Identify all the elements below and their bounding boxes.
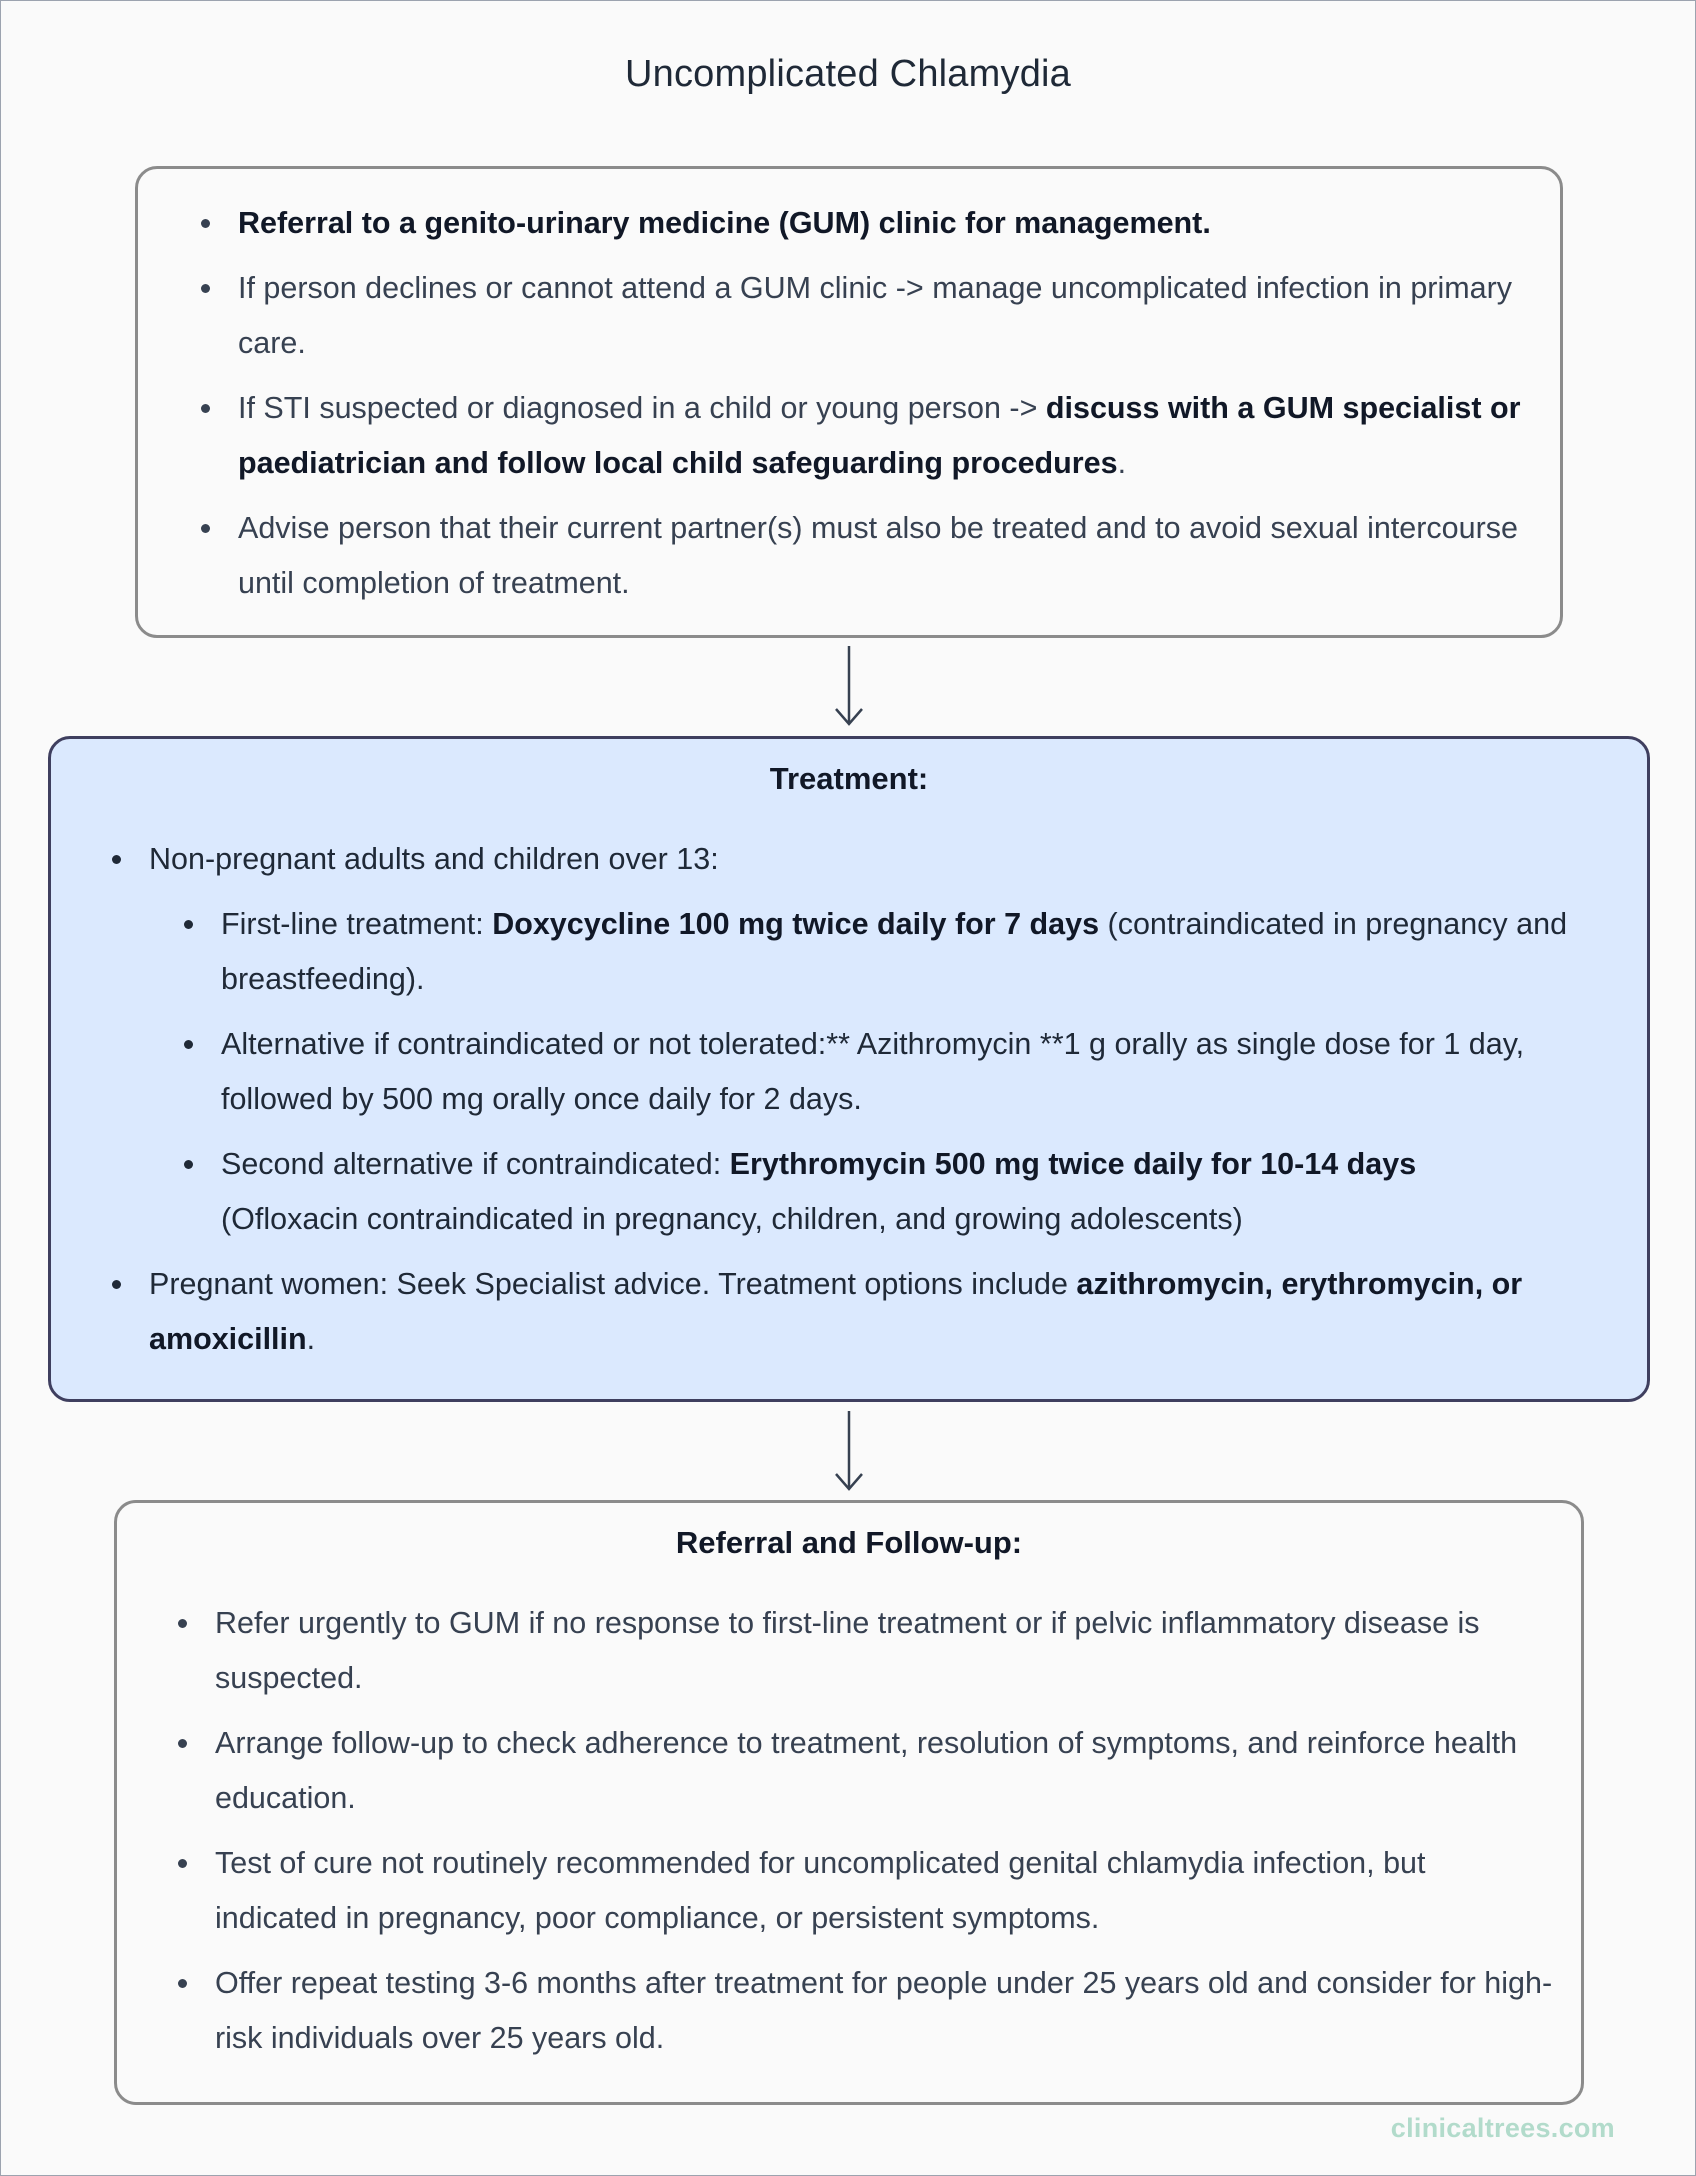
item-text: . (306, 1322, 316, 1356)
bold-text: azithromycin, erythromycin, or amoxicillin (149, 1267, 1523, 1356)
list-item-non-pregnant (149, 832, 1644, 1247)
followup-box (114, 1500, 1584, 2105)
bold-text: Erythromycin 500 mg twice daily for 10-14 days (729, 1147, 1417, 1181)
item-text: (contraindicated in pregnancy and breastfeeding). (221, 907, 1568, 996)
bold-text: discuss with a GUM specialist or paediatrician and follow local child safeguarding procedures (238, 391, 1521, 480)
treatment-heading: Treatment: (769, 761, 929, 796)
followup-list (215, 1596, 1555, 2076)
bold-text: Referral to a genito-urinary medicine (GUM) clinic for management. (238, 206, 1211, 240)
list-item-alternative (221, 1017, 1611, 1127)
item-text: Non-pregnant adults and children over 13: (149, 842, 719, 876)
item-text: First-line treatment: (221, 907, 493, 941)
list-item (238, 261, 1538, 371)
item-text: If STI suspected or diagnosed in a child or young person -> (238, 391, 1046, 425)
flow-arrow-down (835, 646, 863, 726)
flow-arrow-down (835, 1411, 863, 1491)
item-text: . (1117, 446, 1127, 480)
item-text: Pregnant women: Seek Specialist advice. Treatment options include (149, 1267, 1077, 1301)
referral-management-box (135, 166, 1563, 638)
treatment-sublist (221, 897, 1611, 1247)
followup-heading: Referral and Follow-up: (675, 1525, 1023, 1560)
list-item (238, 196, 1538, 251)
treatment-list (149, 832, 1644, 1377)
item-text: Second alternative if contraindicated: (221, 1147, 730, 1181)
item-text: If person declines or cannot attend a GUM clinic -> manage uncomplicated infection in primary care. (238, 271, 1513, 360)
bold-text: Doxycycline 100 mg twice daily for 7 days (492, 907, 1100, 941)
list-item (238, 501, 1538, 611)
list-item: Refer urgently to GUM if no response to first-line treatment or if pelvic inflammatory disease is suspected. (215, 1596, 1555, 1706)
list-item-first-line (221, 897, 1611, 1007)
item-text: (Ofloxacin contraindicated in pregnancy, children, and growing adolescents) (221, 1202, 1243, 1236)
treatment-box (48, 736, 1650, 1402)
list-item: Arrange follow-up to check adherence to treatment, resolution of symptoms, and reinforce health education. (215, 1716, 1555, 1826)
list-item-second-alternative (221, 1137, 1611, 1247)
item-text: Alternative if contraindicated or not tolerated:** Azithromycin **1 g orally as single dose for 1 day, followed by 500 mg orally once daily for 2 days. (221, 1027, 1525, 1116)
item-text: Advise person that their current partner(s) must also be treated and to avoid sexual intercourse until completion of treatment. (238, 511, 1518, 600)
list-item: Test of cure not routinely recommended for uncomplicated genital chlamydia infection, but indicated in pregnancy, poor compliance, or persistent symptoms. (215, 1836, 1555, 1946)
referral-management-list (238, 196, 1538, 621)
list-item (238, 381, 1538, 491)
watermark-text: clinicaltrees.com (1390, 2113, 1615, 2143)
list-item: Offer repeat testing 3-6 months after treatment for people under 25 years old and consider for high-risk individuals over 25 years old. (215, 1956, 1555, 2066)
list-item-pregnant (149, 1257, 1644, 1367)
page-title: Uncomplicated Chlamydia (624, 53, 1072, 95)
